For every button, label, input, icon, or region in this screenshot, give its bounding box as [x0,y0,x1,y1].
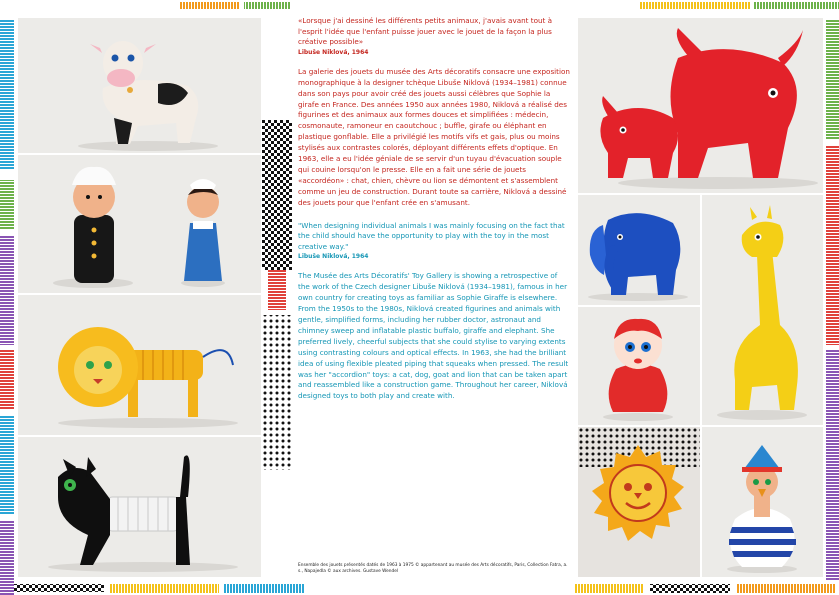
left-edge-stripes [0,20,14,595]
photo-calf-toy [18,18,261,153]
photo-accordion-cat [18,437,261,577]
french-quote-author: Libuše Niklová, 1964 [298,48,369,56]
photo-accordion-lion [18,295,261,435]
bottom-stripes [14,582,839,595]
top-left-stripes [180,0,290,10]
photo-clown-doll [578,307,700,425]
english-body-text: The Musée des Arts Décoratifs' Toy Gallery is showing a retrospective of the work of the Czech designer Libuše Niklová (1934–1981), famous in her own country for creating toys as familiar as Sophie Giraffe is elsewhere. From the 1950s to the 1980s, Niklová created figurines and animals with gentle, simplified forms, including her rubber doctor, astronaut and chimney sweep and inflatable plastic buffalo, giraffe and elephant. She preferred lively, cheerful subjects that she could stylise to varying extents using contrasting colours and optical effects. In 1963, she had the brilliant idea of using flexible pleated piping that squeaks when pressed. The result was her "accordion" toys: a cat, dog, goat and lion that can be taken apart and reassembled like a construction game. Throughout her career, Niklová designed toys to both play and create with. [298,271,569,401]
photo-inflatable-blue-elephant [578,195,700,305]
photo-inflatable-red-buffalo [578,18,823,193]
french-quote: «Lorsque j'ai dessiné les différents petits animaux, j'avais avant tout à l'esprit l'idée que l'enfant puisse jouer avec le jouet de la façon la plus créative possible» [298,16,553,47]
photo-chimney-sweep-and-nurse [18,155,261,293]
photo-sailor-roly-poly [702,427,823,577]
english-quote: "When designing individual animals I was mainly focusing on the fact that the child should have the opportunity to play with the toy in the most creative way." [298,220,565,251]
text-column [298,16,570,414]
english-quote-author: Libuše Niklová, 1964 [298,253,369,261]
photo-inflatable-yellow-giraffe [702,195,823,425]
french-body-text: La galerie des jouets du musée des Arts décoratifs consacre une exposition monographique à la designer tchèque Libuše Niklová (1934–1981) connue dans son pays pour avoir créé des jouets aussi célèbres que Sophie la girafe en France. Des années 1950 aux années 1980, Niklová a réalisé des figurines et des animaux aux formes douces et simplifiées : médecin, cosmonaute, ramoneur en caoutchouc ; buffle, girafe ou éléphant en plastique gonflable. Elle a privilégié les motifs vifs et gais, plus ou moins stylisés aux contrastes colorés, déployant différents effets d'optique. En 1963, elle a eu l'idée géniale de se servir d'un tuyau d'évacuation souple qui couine lorsqu'on le presse. Elle en a fait une série de jouets «accordéon» : chat, chien, chèvre ou lion se démontent et s'assemblent comme un jeu de construction. Durant toute sa carrière, Niklová a dessiné des jouets pour que l'enfant crée en s'amusant. [298,66,570,207]
center-checker-strip [262,120,292,470]
photo-lion-sun-ball [578,427,700,577]
right-edge-stripes [826,20,839,580]
photo-credit: Ensemble des jouets présentés datés de 1963 à 1975 © appartenant au musée des Arts décoratifs, Paris, Collection Fatra, a. s., Napajedla © aux archives. Gustave Wendel [298,563,568,574]
top-right-stripes [640,0,839,10]
